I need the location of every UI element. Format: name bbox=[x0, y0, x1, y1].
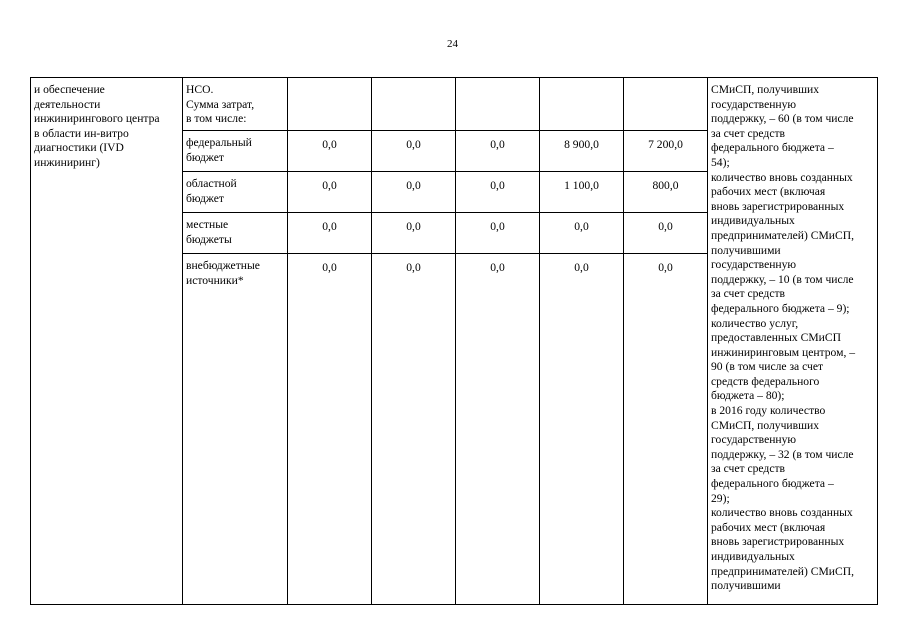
value-cell bbox=[372, 78, 456, 131]
funding-table bbox=[30, 77, 878, 605]
value-extrabudgetary-2: 0,0 bbox=[406, 261, 421, 274]
results-cell bbox=[708, 78, 878, 605]
row-label-total: НСО. Сумма затрат, в том числе: bbox=[186, 83, 255, 126]
value-cell bbox=[456, 78, 540, 131]
table-row-total bbox=[31, 78, 878, 131]
value-cell bbox=[540, 131, 624, 172]
row-label-extrabudgetary: внебюджетные источники* bbox=[186, 259, 260, 287]
value-cell bbox=[540, 172, 624, 213]
value-cell bbox=[624, 213, 708, 254]
value-local-5: 0,0 bbox=[658, 220, 673, 233]
value-cell bbox=[372, 254, 456, 605]
value-cell bbox=[456, 172, 540, 213]
value-cell bbox=[456, 213, 540, 254]
value-local-2: 0,0 bbox=[406, 220, 421, 233]
value-cell bbox=[624, 131, 708, 172]
row-label-cell bbox=[183, 254, 288, 605]
value-regional-3: 0,0 bbox=[490, 179, 505, 192]
value-cell bbox=[288, 213, 372, 254]
value-cell bbox=[456, 131, 540, 172]
value-federal-3: 0,0 bbox=[490, 138, 505, 151]
value-cell bbox=[624, 254, 708, 605]
value-cell bbox=[624, 172, 708, 213]
value-federal-1: 0,0 bbox=[322, 138, 337, 151]
row-label-regional: областной бюджет bbox=[186, 177, 237, 205]
value-cell bbox=[540, 254, 624, 605]
page-number: 24 bbox=[447, 38, 458, 50]
value-local-3: 0,0 bbox=[490, 220, 505, 233]
value-cell bbox=[288, 78, 372, 131]
value-regional-2: 0,0 bbox=[406, 179, 421, 192]
value-cell bbox=[288, 172, 372, 213]
results-text: СМиСП, получивших государственную поддержку, – 60 (в том числе за счет средств федерального бюджета – 54); количество вновь созданных рабочих мест (включая вновь зарегистрированных индивидуальных предпринимателей) СМиСП, получившими государственную поддержку, – 10 (в том числе за счет средств федерального бюджета – 9); количество услуг, предоставленных СМиСП инжиниринговым центром, – 90 (в том числе за счет средств федерального бюджета – 80); в 2016 году количество СМиСП, получивших государственную поддержку, – 32 (в том числе за счет средств федерального бюджета – 29); количество вновь созданных рабочих мест (включая вновь зарегистрированных индивидуальных предпринимателей) СМиСП, получившими bbox=[711, 83, 856, 593]
row-label-cell bbox=[183, 78, 288, 131]
value-regional-1: 0,0 bbox=[322, 179, 337, 192]
value-federal-4: 8 900,0 bbox=[564, 138, 599, 151]
value-regional-4: 1 100,0 bbox=[564, 179, 599, 192]
value-local-4: 0,0 bbox=[574, 220, 589, 233]
value-cell bbox=[540, 78, 624, 131]
row-label-federal: федеральный бюджет bbox=[186, 136, 252, 164]
value-cell bbox=[288, 131, 372, 172]
value-extrabudgetary-4: 0,0 bbox=[574, 261, 589, 274]
event-name-cell bbox=[31, 78, 183, 605]
value-federal-2: 0,0 bbox=[406, 138, 421, 151]
row-label-cell bbox=[183, 213, 288, 254]
value-extrabudgetary-3: 0,0 bbox=[490, 261, 505, 274]
value-cell bbox=[456, 254, 540, 605]
value-regional-5: 800,0 bbox=[652, 179, 679, 192]
value-extrabudgetary-1: 0,0 bbox=[322, 261, 337, 274]
value-cell bbox=[372, 213, 456, 254]
value-federal-5: 7 200,0 bbox=[648, 138, 683, 151]
value-local-1: 0,0 bbox=[322, 220, 337, 233]
event-name: и обеспечение деятельности инжинирингового центра в области ин-витро диагностики (IVD инжиниринг) bbox=[34, 83, 160, 169]
value-cell bbox=[540, 213, 624, 254]
row-label-cell bbox=[183, 131, 288, 172]
value-cell bbox=[372, 131, 456, 172]
row-label-cell bbox=[183, 172, 288, 213]
row-label-local: местные бюджеты bbox=[186, 218, 232, 246]
value-cell bbox=[288, 254, 372, 605]
value-cell bbox=[624, 78, 708, 131]
value-cell bbox=[372, 172, 456, 213]
value-extrabudgetary-5: 0,0 bbox=[658, 261, 673, 274]
